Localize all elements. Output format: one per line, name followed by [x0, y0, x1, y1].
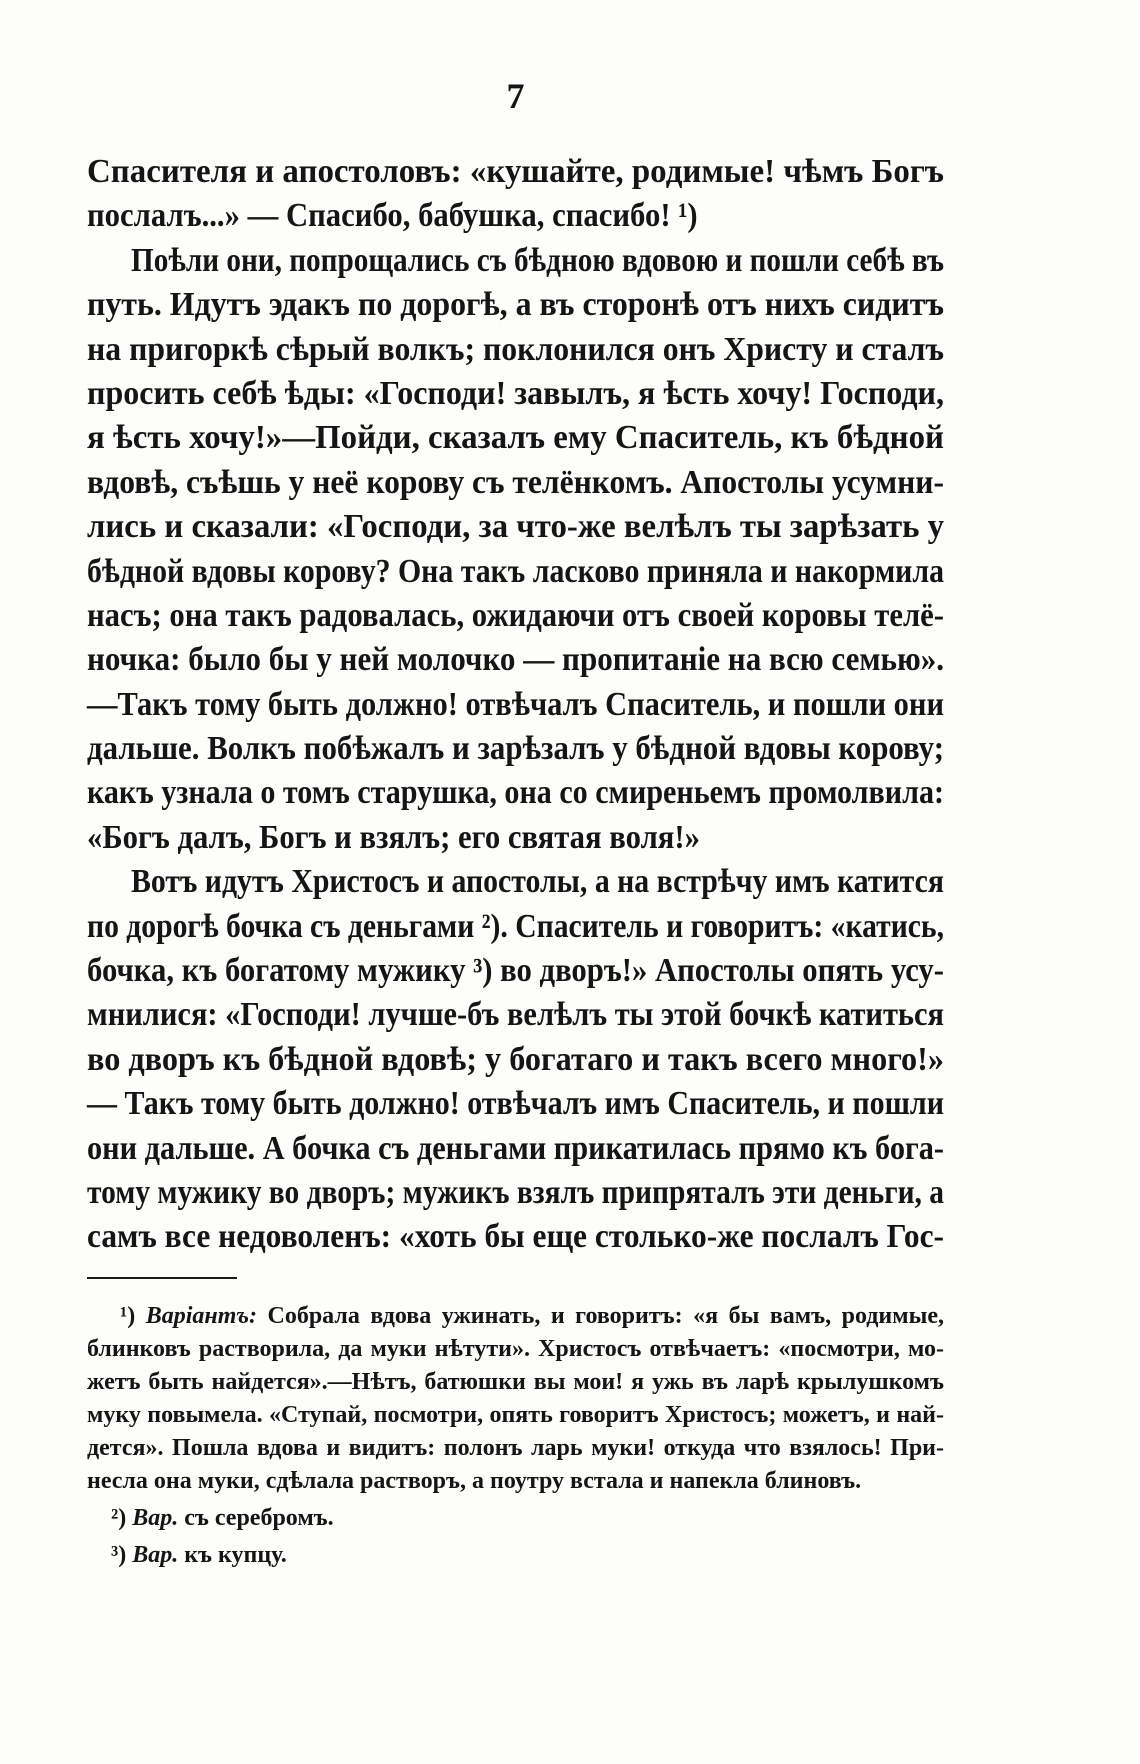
body-line: послалъ...» — Спасибо, бабушка, спасибо! ¹)	[87, 197, 698, 235]
paragraph	[87, 239, 944, 860]
footnote-text: съ серебромъ.	[184, 1505, 334, 1531]
body-line: на пригоркѣ сѣрый волкъ; поклонился онъ Христу и сталъ	[87, 330, 944, 368]
body-line: —Такъ тому быть должно! отвѣчалъ Спаситель, и пошли они	[87, 685, 944, 723]
body-line: какъ узнала о томъ старушка, она со смиреньемъ промолвила:	[87, 774, 944, 812]
footnote-text: Собрала вдова ужинать, и говоритъ: «я бы вамъ, родимые,	[267, 1303, 944, 1329]
body-line: ночка: было бы у ней молочко — пропитаніе на всю семью».	[87, 641, 944, 679]
body-line: Спасителя и апостоловъ: «кушайте, родимые! чѣмъ Богъ	[87, 153, 944, 190]
footnote-line	[111, 1502, 944, 1535]
footnote-label: Вар.	[132, 1505, 179, 1531]
main-text	[87, 150, 944, 1260]
body-line: насъ; она такъ радовалась, ожидаючи отъ своей коровы телё-	[87, 596, 944, 634]
footnote-3	[87, 1539, 944, 1572]
body-line: я ѣсть хочу!»—Пойди, сказалъ ему Спаситель, къ бѣдной	[87, 419, 944, 457]
body-line: мнилися: «Господи! лучше-бъ велѣлъ ты этой бочкѣ катиться	[87, 996, 944, 1034]
body-line: самъ все недоволенъ: «хоть бы еще столько-же послалъ Гос-	[87, 1218, 944, 1256]
footnote-marker: ²)	[111, 1505, 127, 1531]
body-line: бѣдной вдовы корову? Она такъ ласково приняла и накормила	[87, 552, 944, 590]
footnote-2	[87, 1502, 944, 1535]
body-line: просить себѣ ѣды: «Господи! завылъ, я ѣсть хочу! Господи,	[87, 374, 944, 412]
body-line: «Богъ далъ, Богъ и взялъ; его святая воля!»	[87, 818, 700, 856]
footnote-label: Вар.	[132, 1542, 179, 1568]
footnote-1	[87, 1300, 944, 1498]
body-line: вдовѣ, съѣшь у неё корову съ телёнкомъ. Апостолы усумни-	[87, 463, 944, 501]
body-line: по дорогѣ бочка съ деньгами ²). Спаситель и говоритъ: «катись,	[87, 907, 944, 945]
footnote-line: муку повымела. «Ступай, посмотри, опять говоритъ Христосъ; можетъ, и най-	[87, 1402, 944, 1428]
body-line: Вотъ идутъ Христосъ и апостолы, а на встрѣчу имъ катится	[131, 863, 944, 901]
footnote-marker: ¹)	[120, 1303, 136, 1329]
footnote-marker: ³)	[111, 1542, 127, 1568]
body-line: дальше. Волкъ побѣжалъ и зарѣзалъ у бѣдной вдовы корову;	[87, 730, 944, 768]
body-line: Поѣли они, попрощались съ бѣдною вдовою и пошли себѣ въ	[131, 241, 944, 279]
footnote-label: Варіантъ:	[145, 1303, 257, 1329]
body-line: они дальше. А бочка съ деньгами прикатилась прямо къ бога-	[87, 1129, 944, 1167]
body-line: во дворъ къ бѣдной вдовѣ; у богатаго и такъ всего много!»	[87, 1040, 944, 1078]
footnote-line	[111, 1539, 944, 1572]
footnote-line: жетъ быть найдется».—Нѣтъ, батюшки вы мои! я ужь въ ларѣ крылушкомъ	[87, 1369, 944, 1395]
body-line: путь. Идутъ эдакъ по дорогѣ, а въ сторонѣ отъ нихъ сидитъ	[87, 286, 944, 324]
paragraph-continued	[87, 150, 944, 239]
footnotes	[87, 1300, 944, 1572]
footnote-line	[120, 1300, 944, 1333]
body-line: — Такъ тому быть должно! отвѣчалъ имъ Спаситель, и пошли	[87, 1085, 944, 1123]
body-line: бочка, къ богатому мужику ³) во дворъ!» Апостолы опять усу-	[87, 952, 944, 990]
body-line: лись и сказали: «Господи, за что-же велѣлъ ты зарѣзать у	[87, 508, 944, 546]
page-number: 7	[506, 76, 525, 116]
footnote-rule	[87, 1277, 237, 1279]
footnote-text: къ купцу.	[184, 1542, 287, 1568]
footnote-line: блинковъ растворила, да муки нѣтути». Христосъ отвѣчаетъ: «посмотри, мо-	[87, 1336, 944, 1362]
paragraph	[87, 860, 944, 1260]
footnote-line: дется». Пошла вдова и видитъ: полонъ ларь муки! откуда что взялось! При-	[87, 1435, 944, 1461]
footnote-line: несла она муки, сдѣлала растворъ, а поутру встала и напекла блиновъ.	[87, 1468, 862, 1494]
body-line: тому мужику во дворъ; мужикъ взялъ припряталъ эти деньги, а	[87, 1173, 944, 1211]
